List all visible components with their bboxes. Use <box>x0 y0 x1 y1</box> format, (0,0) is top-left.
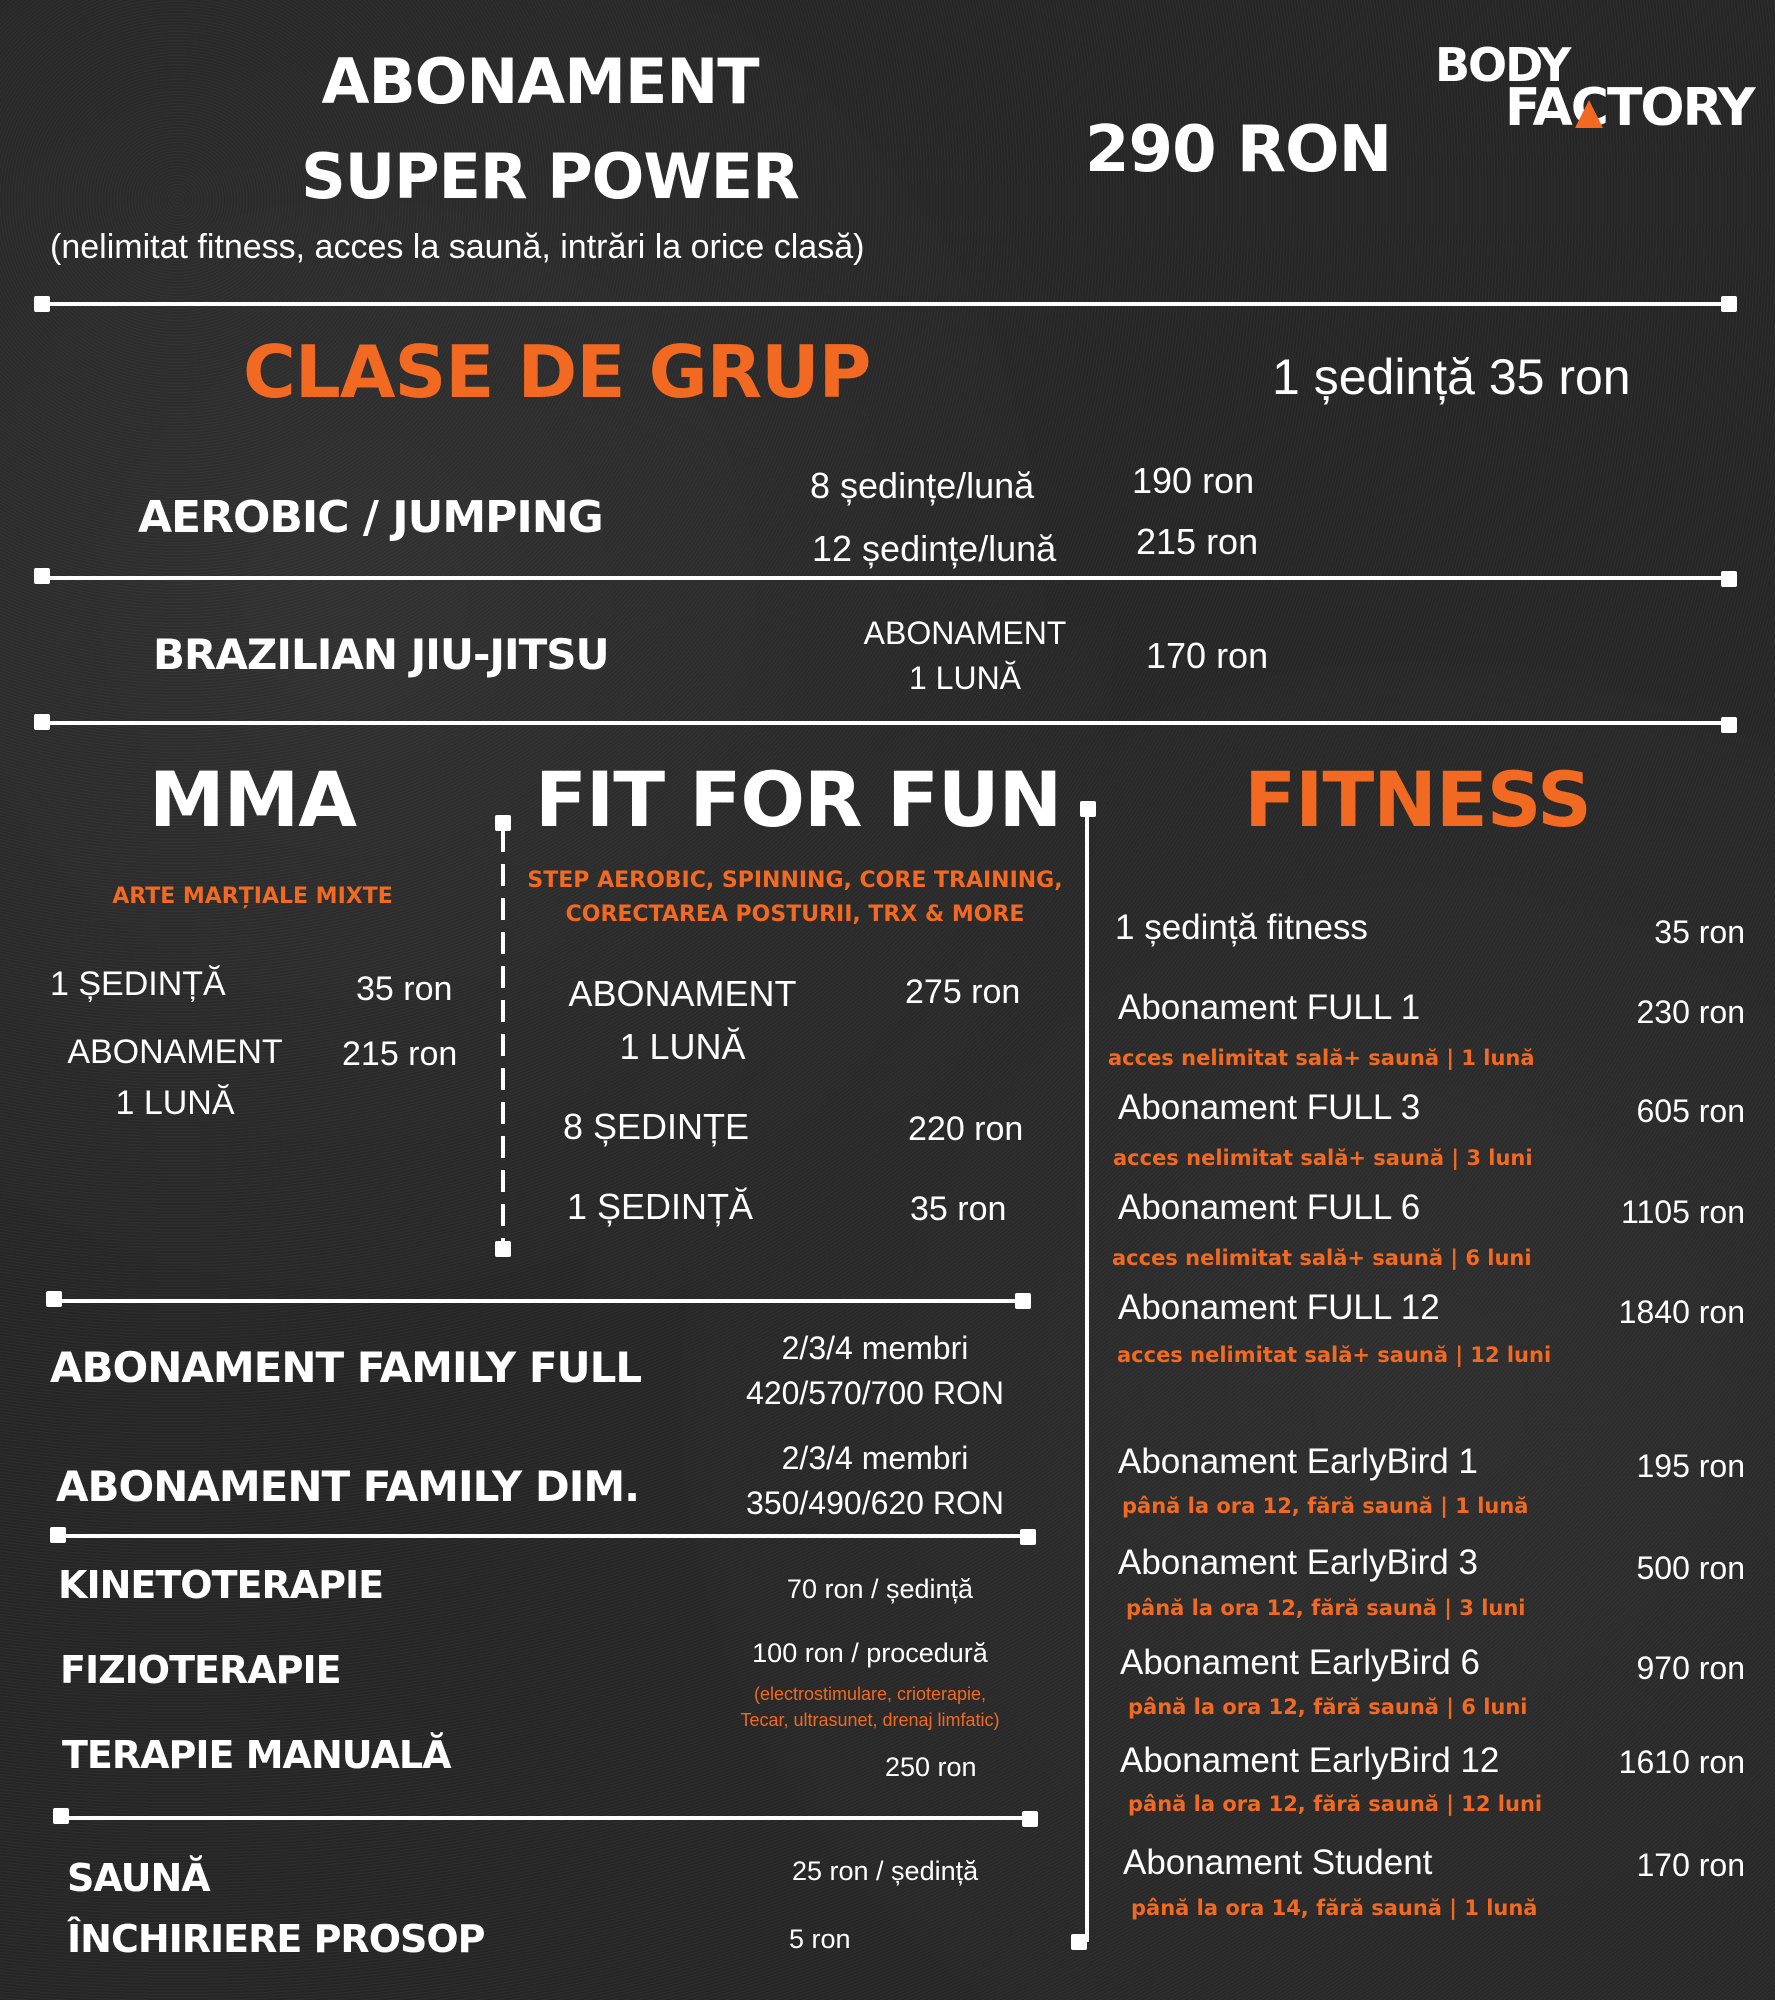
fitness-item-price: 1840 ron <box>1618 1294 1745 1330</box>
fitness-item-name: Abonament FULL 1 <box>1118 988 1421 1027</box>
fizio-name: FIZIOTERAPIE <box>60 1648 341 1692</box>
group-single-session: 1 ședință 35 ron <box>1272 349 1631 405</box>
fitness-item-name: Abonament Student <box>1123 1843 1433 1882</box>
aerobic-opt1-price: 190 ron <box>1132 460 1255 501</box>
fitness-item-price: 170 ron <box>1636 1847 1745 1883</box>
mma-subtitle: ARTE MARȚIALE MIXTE <box>112 884 393 909</box>
family-full-members: 2/3/4 membri <box>781 1330 969 1366</box>
fitness-item-note: acces nelimitat sală+ saună | 1 lună <box>1108 1046 1535 1070</box>
divider-4-cap-left <box>46 1291 62 1307</box>
divider-5 <box>55 1534 1030 1538</box>
divider-3-cap-right <box>1721 717 1737 733</box>
fitness-separator <box>1085 812 1089 1942</box>
fitness-item-name: Abonament EarlyBird 1 <box>1118 1442 1478 1481</box>
fizio-note2: Tecar, ultrasunet, drenaj limfatic) <box>740 1710 1000 1730</box>
fizio-price: 100 ron / procedură <box>752 1638 988 1668</box>
fitness-item-name: Abonament FULL 3 <box>1118 1088 1421 1127</box>
fff-r2-label: 8 ȘEDINȚE <box>563 1106 750 1147</box>
logo-body: BODY <box>1435 38 1570 92</box>
fizio-note1: (electrostimulare, crioterapie, <box>753 1684 987 1704</box>
family-full-name: ABONAMENT FAMILY FULL <box>50 1343 642 1392</box>
divider-4-cap-right <box>1015 1293 1031 1309</box>
fff-subtitle1: STEP AEROBIC, SPINNING, CORE TRAINING, <box>527 868 1063 893</box>
fff-r1-label1: ABONAMENT <box>568 973 797 1014</box>
divider-6-cap-left <box>53 1808 69 1824</box>
family-dim-name: ABONAMENT FAMILY DIM. <box>56 1462 640 1511</box>
towel-name: ÎNCHIRIERE PROSOP <box>67 1917 485 1961</box>
fitness-item-note: până la ora 12, fără saună | 3 luni <box>1126 1596 1526 1620</box>
fitness-item-price: 970 ron <box>1636 1650 1745 1686</box>
divider-1 <box>42 302 1730 306</box>
fff-r1-label2: 1 LUNĂ <box>619 1026 746 1067</box>
fitness-item-name: Abonament EarlyBird 3 <box>1118 1543 1478 1582</box>
fitness-item-price: 500 ron <box>1636 1550 1745 1586</box>
fitness-item-price: 195 ron <box>1636 1448 1745 1484</box>
bjj-price: 170 ron <box>1146 635 1269 676</box>
fitness-item-note: acces nelimitat sală+ saună | 12 luni <box>1117 1343 1552 1367</box>
mma-fff-separator <box>501 830 505 1244</box>
divider-4 <box>52 1299 1027 1303</box>
mma-r1-price: 35 ron <box>356 970 453 1008</box>
fitness-item-price: 1105 ron <box>1621 1194 1745 1230</box>
fitness-title: FITNESS <box>1244 755 1591 844</box>
title-line1: ABONAMENT <box>321 45 759 118</box>
family-dim-prices: 350/490/620 RON <box>746 1485 1004 1521</box>
fitness-item-note: până la ora 12, fără saună | 12 luni <box>1128 1792 1543 1816</box>
logo-accent-mark <box>1575 100 1603 128</box>
fitness-item-note: până la ora 12, fără saună | 6 luni <box>1128 1695 1528 1719</box>
divider-3-cap-left <box>34 714 50 730</box>
dash-cap-bottom <box>495 1241 511 1257</box>
dash-cap-top <box>495 815 511 831</box>
super-power-description: (nelimitat fitness, acces la saună, intrări la orice clasă) <box>50 228 865 266</box>
fitness-item-price: 1610 ron <box>1618 1744 1745 1780</box>
divider-5-cap-left <box>50 1527 66 1543</box>
divider-5-cap-right <box>1020 1529 1036 1545</box>
manual-name: TERAPIE MANUALĂ <box>62 1733 451 1777</box>
family-dim-members: 2/3/4 membri <box>781 1440 969 1476</box>
fitness-item-price: 35 ron <box>1654 914 1745 950</box>
towel-price: 5 ron <box>789 1924 851 1954</box>
fff-r2-price: 220 ron <box>908 1110 1024 1148</box>
logo-factory: FACTORY <box>1505 78 1754 138</box>
divider-2 <box>42 576 1730 580</box>
aerobic-opt1-label: 8 ședințe/lună <box>810 465 1035 506</box>
mma-r2-label1: ABONAMENT <box>67 1033 283 1071</box>
aerobic-opt2-label: 12 ședințe/lună <box>812 528 1057 569</box>
brand-logo <box>1435 38 1755 138</box>
bjj-name: BRAZILIAN JIU-JITSU <box>153 630 609 679</box>
bjj-label-line1: ABONAMENT <box>863 615 1067 651</box>
divider-6 <box>57 1816 1032 1820</box>
fff-subtitle2: CORECTAREA POSTURII, TRX & MORE <box>565 902 1025 927</box>
family-full-prices: 420/570/700 RON <box>746 1375 1004 1411</box>
vsep-cap-bottom <box>1071 1934 1087 1950</box>
divider-6-cap-right <box>1022 1811 1038 1827</box>
fff-r1-price: 275 ron <box>905 973 1021 1011</box>
mma-r1-label: 1 ȘEDINȚĂ <box>50 965 226 1003</box>
sauna-name: SAUNĂ <box>67 1856 210 1900</box>
fitness-item-note: până la ora 12, fără saună | 1 lună <box>1122 1494 1529 1518</box>
divider-1-cap-left <box>34 296 50 312</box>
sauna-price: 25 ron / ședință <box>792 1856 979 1886</box>
aerobic-name: AEROBIC / JUMPING <box>138 492 603 543</box>
divider-2-cap-left <box>34 568 50 584</box>
mma-r2-label2: 1 LUNĂ <box>115 1084 235 1122</box>
fitness-item-note: acces nelimitat sală+ saună | 3 luni <box>1113 1146 1533 1170</box>
bjj-label-line2: 1 LUNĂ <box>908 660 1022 696</box>
fitness-item-name: Abonament EarlyBird 12 <box>1120 1741 1500 1780</box>
mma-title: MMA <box>148 755 357 844</box>
fff-r3-label: 1 ȘEDINȚĂ <box>567 1186 754 1227</box>
mma-r2-price: 215 ron <box>342 1035 458 1073</box>
divider-1-cap-right <box>1721 296 1737 312</box>
fitness-item-note: acces nelimitat sală+ saună | 6 luni <box>1112 1246 1532 1270</box>
fitness-item-name: 1 ședință fitness <box>1115 908 1368 947</box>
fff-title: FIT FOR FUN <box>535 755 1062 844</box>
title-line2: SUPER POWER <box>301 140 799 213</box>
fitness-item-name: Abonament FULL 6 <box>1118 1188 1421 1227</box>
divider-3 <box>42 721 1730 725</box>
fitness-item-name: Abonament FULL 12 <box>1118 1288 1440 1327</box>
fitness-item-price: 605 ron <box>1636 1093 1745 1129</box>
aerobic-opt2-price: 215 ron <box>1136 521 1259 562</box>
fitness-item-name: Abonament EarlyBird 6 <box>1120 1643 1480 1682</box>
group-classes-title: CLASE DE GRUP <box>243 330 871 414</box>
kineto-name: KINETOTERAPIE <box>58 1563 384 1607</box>
fitness-item-price: 230 ron <box>1636 994 1745 1030</box>
fitness-item-note: până la ora 14, fără saună | 1 lună <box>1131 1896 1538 1920</box>
super-power-price: 290 RON <box>1085 113 1392 187</box>
divider-2-cap-right <box>1721 571 1737 587</box>
manual-price: 250 ron <box>885 1752 977 1782</box>
fff-r3-price: 35 ron <box>910 1190 1007 1228</box>
kineto-price: 70 ron / ședință <box>786 1574 974 1604</box>
